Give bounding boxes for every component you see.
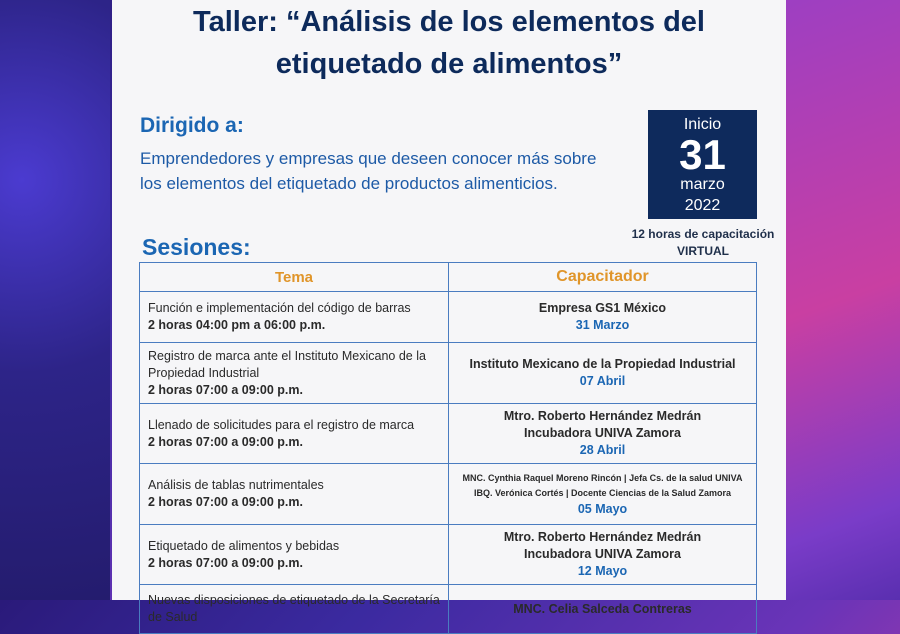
session-date: 05 Mayo	[577, 501, 628, 516]
sesiones-heading: Sesiones:	[142, 234, 251, 260]
sessions-table	[139, 262, 757, 634]
table-row	[140, 343, 757, 404]
session-topic: Registro de marca ante el Instituto Mexicano de la Propiedad Industrial	[148, 348, 426, 380]
column-header-tema: Tema	[140, 263, 449, 292]
session-date: 07 Abril	[579, 374, 626, 388]
table-header-row	[140, 263, 757, 292]
table-row	[140, 525, 757, 585]
start-day: 31	[679, 131, 726, 178]
session-topic: Función e implementación del código de barras	[148, 301, 411, 315]
start-date-box	[648, 110, 757, 219]
session-trainer: Mtro. Roberto Hernández Medrán	[503, 409, 702, 423]
session-trainer: MNC. Cynthia Raquel Moreno Rincón | Jefa Cs. de la salud UNIVA	[462, 472, 743, 483]
background-left-panel	[0, 0, 110, 600]
session-topic-cell	[140, 585, 449, 634]
session-topic-cell	[140, 464, 449, 525]
session-topic: Nuevas disposiciones de etiquetado de la Secretaría de Salud	[148, 593, 440, 624]
start-label: Inicio	[683, 116, 722, 133]
session-trainer-cell	[449, 292, 757, 343]
poster	[112, 0, 786, 624]
session-schedule: 2 horas 07:00 a 09:00 p.m.	[148, 555, 303, 570]
table-row	[140, 464, 757, 525]
session-topic: Llenado de solicitudes para el registro de marca	[148, 417, 415, 432]
session-schedule: 2 horas 07:00 a 09:00 p.m.	[148, 495, 303, 509]
session-topic: Etiquetado de alimentos y bebidas	[148, 538, 340, 553]
session-trainer-org: Incubadora UNIVA Zamora	[524, 426, 681, 440]
training-hours-info	[618, 226, 788, 260]
start-year: 2022	[684, 197, 721, 214]
session-trainer-cell	[449, 404, 757, 464]
session-topic-cell	[140, 343, 449, 404]
session-trainer-secondary: IBQ. Verónica Cortés | Docente Ciencias de la Salud Zamora	[473, 487, 732, 498]
table-row	[140, 585, 757, 634]
session-topic-cell	[140, 525, 449, 585]
poster-title-line2: etiquetado de alimentos”	[275, 48, 623, 80]
table-row	[140, 404, 757, 464]
session-trainer-cell	[449, 525, 757, 585]
poster-title-line1: Taller: “Análisis de los elementos del	[193, 6, 705, 38]
table-row	[140, 292, 757, 343]
session-schedule: 2 horas 04:00 pm a 06:00 p.m.	[148, 318, 326, 332]
session-topic-cell	[140, 404, 449, 464]
background-right-panel	[780, 0, 900, 600]
session-schedule: 2 horas 07:00 a 09:00 p.m.	[148, 434, 303, 449]
session-trainer-cell	[449, 464, 757, 525]
column-header-capacitador: Capacitador	[449, 263, 757, 292]
dirigido-heading: Dirigido a:	[140, 114, 244, 137]
session-topic: Análisis de tablas nutrimentales	[148, 478, 324, 492]
session-schedule: 2 horas 07:00 a 09:00 p.m.	[148, 382, 303, 397]
session-trainer: Mtro. Roberto Hernández Medrán	[503, 530, 702, 544]
session-date: 12 Mayo	[577, 564, 628, 578]
session-trainer-cell	[449, 343, 757, 404]
session-trainer: Empresa GS1 México	[538, 301, 667, 315]
training-mode: VIRTUAL	[677, 244, 729, 258]
dirigido-text: Emprendedores y empresas que deseen conocer más sobre los elementos del etiquetado de productos alimenticios.	[140, 149, 597, 193]
session-trainer: MNC. Celia Salceda Contreras	[513, 601, 692, 616]
session-topic-cell	[140, 292, 449, 343]
session-date: 31 Marzo	[575, 318, 630, 332]
start-month: marzo	[680, 176, 725, 193]
session-date: 28 Abril	[579, 443, 626, 457]
session-trainer-org: Incubadora UNIVA Zamora	[524, 547, 681, 561]
training-hours: 12 horas de capacitación	[631, 227, 775, 241]
session-trainer: Instituto Mexicano de la Propiedad Industrial	[469, 357, 736, 371]
session-trainer-cell	[449, 585, 757, 634]
